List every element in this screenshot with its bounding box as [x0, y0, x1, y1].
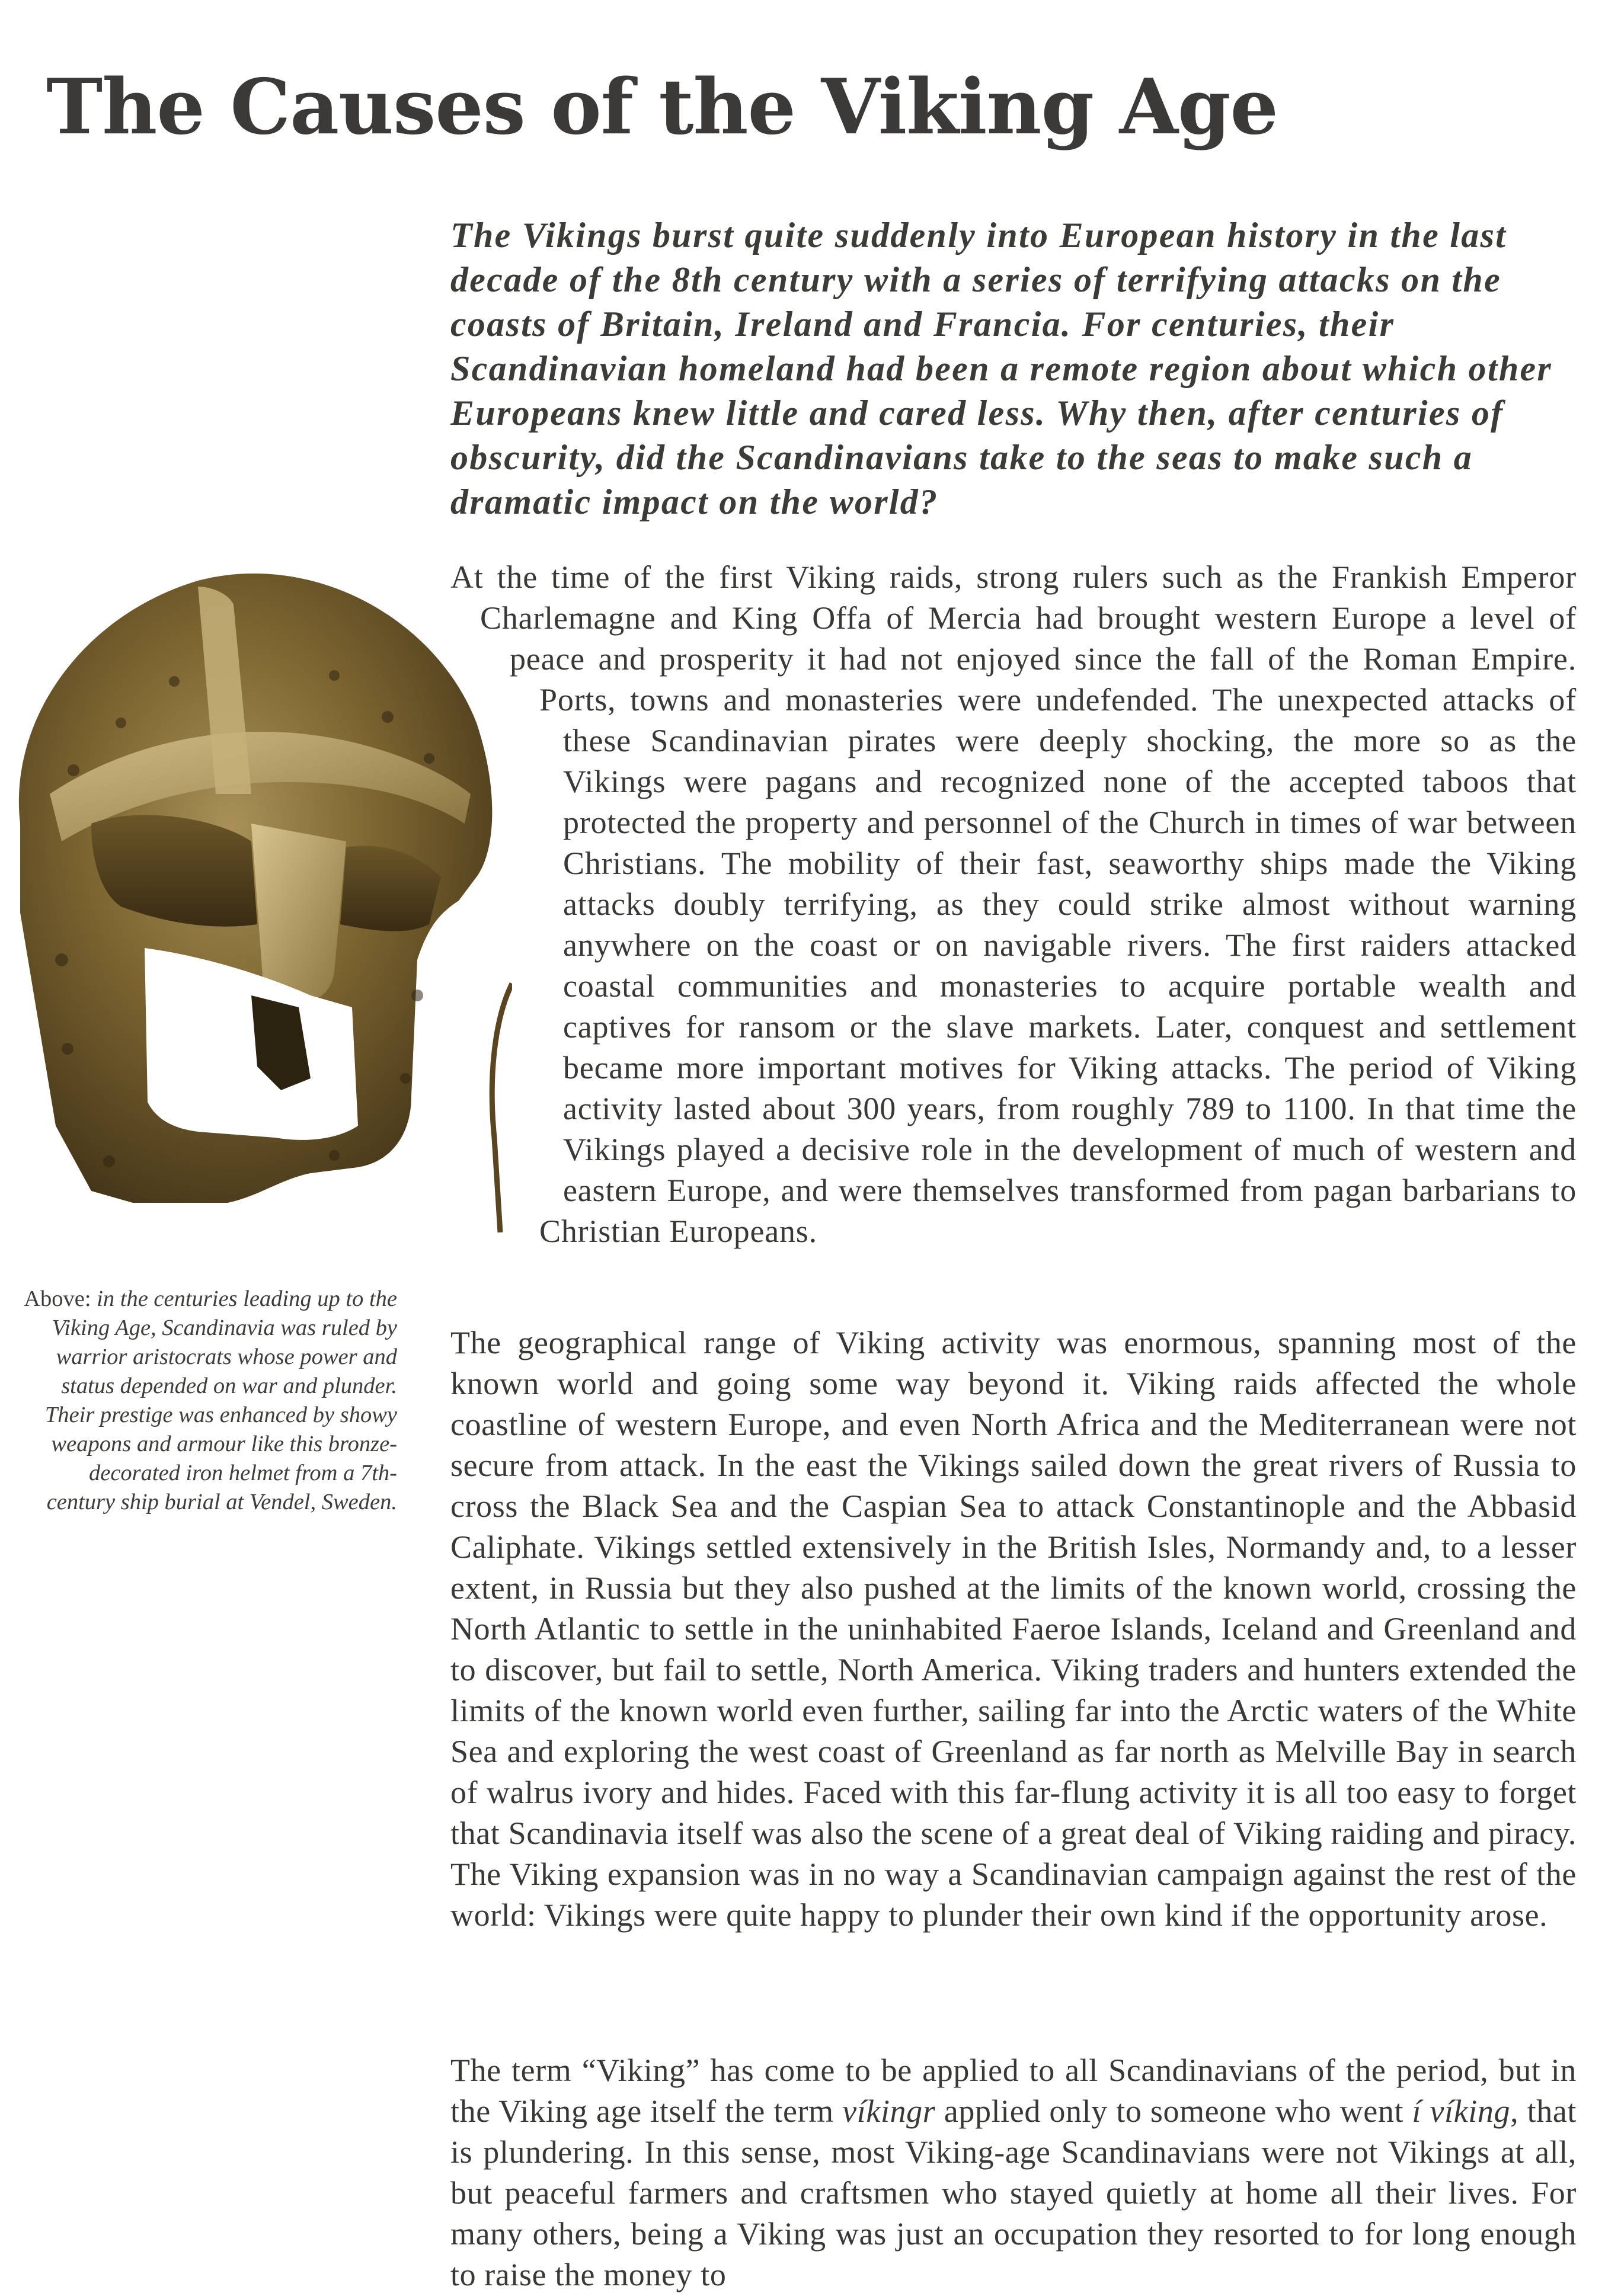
body-paragraph-1	[450, 557, 1577, 1293]
p3-text-c: , that is plundering. In this sense, most Viking-age Scandinavians were not Vikings at all, but peaceful farmers and craftsmen who stayed quietly at home all their lives. For many others, being a Viking was just an occupation they resorted to for long enough to raise the money to	[450, 2093, 1577, 2292]
term-i-viking: í víking	[1412, 2093, 1511, 2129]
figure-caption	[24, 1285, 397, 1517]
caption-lead: Above:	[24, 1286, 91, 1311]
intro-paragraph: The Vikings burst quite suddenly into European history in the last decade of the 8th century with a series of terrifying attacks on the coasts of Britain, Ireland and Francia. For centuries, their Scandinavian homeland had been a remote region about which other Europeans knew little and cared less. Why then, after centuries of obscurity, did the Scandinavians take to the seas to make such a dramatic impact on the world?	[450, 216, 1553, 521]
caption-text: in the centuries leading up to the Viking Age, Scandinavia was ruled by warrior aristocrats whose power and status depended on war and plunder. Their prestige was enhanced by showy weapons and armour like this bronze-decorated iron helmet from a 7th-century ship burial at Vendel, Sweden.	[44, 1286, 397, 1514]
body-paragraph-3	[450, 2050, 1577, 2295]
body-paragraph-1-text: At the time of the first Viking raids, strong rulers such as the Frankish Emperor Charlemagne and King Offa of Mercia had brought western Europe a level of peace and prosperity it had not enjoyed since the fall of the Roman Empire. Ports, towns and monasteries were undefended. The unexpected attacks of these Scandinavian pirates were deeply shocking, the more so as the Vikings were pagans and recognized none of the accepted taboos that protected the property and personnel of the Church in times of war between Christians. The mobility of their fast, seaworthy ships made the Viking attacks doubly terrifying, as they could strike almost without warning anywhere on the coast or on navigable rivers. The first raiders attacked coastal communities and monasteries to acquire portable wealth and captives for ransom or the slave markets. Later, conquest and settlement became more important motives for Viking attacks. The period of Viking activity lasted about 300 years, from roughly 789 to 1100. In that time the Vikings played a decisive role in the development of much of western and eastern Europe, and were themselves transformed from pagan barbarians to Christian Europeans.	[450, 559, 1577, 1249]
p3-text-a: The term “Viking” has come to be applied to all Scandinavians of the period, but in the Viking age itself the term	[450, 2052, 1577, 2129]
term-vikingr: víkingr	[842, 2093, 936, 2129]
p3-text-b: applied only to someone who went	[935, 2093, 1412, 2129]
body-paragraph-2: The geographical range of Viking activity was enormous, spanning most of the known world and going some way beyond it. Viking raids affected the whole coastline of western Europe, and even North Africa and the Mediterranean were not secure from attack. In the east the Vikings sailed down the great rivers of Russia to cross the Black Sea and the Caspian Sea to attack Constantinople and the Abbasid Caliphate. Vikings settled extensively in the British Isles, Normandy and, to a lesser extent, in Russia but they also pushed at the limits of the known world, crossing the North Atlantic to settle in the uninhabited Faeroe Islands, Iceland and Greenland and to discover, but fail to settle, North America. Viking traders and hunters extended the limits of the known world even further, sailing far into the Arctic waters of the White Sea and exploring the west coast of Greenland as far north as Melville Bay in search of walrus ivory and hides. Faced with this far-flung activity it is all too easy to forget that Scandinavia itself was also the scene of a great deal of Viking raiding and piracy. The Viking expansion was in no way a Scandinavian campaign against the rest of the world: Vikings were quite happy to plunder their own kind if the opportunity arose.	[450, 1325, 1577, 1933]
viking-helmet-image	[2, 545, 512, 1238]
helmet-illustration	[2, 545, 512, 1238]
page-title: The Causes of the Viking Age	[46, 62, 1278, 152]
